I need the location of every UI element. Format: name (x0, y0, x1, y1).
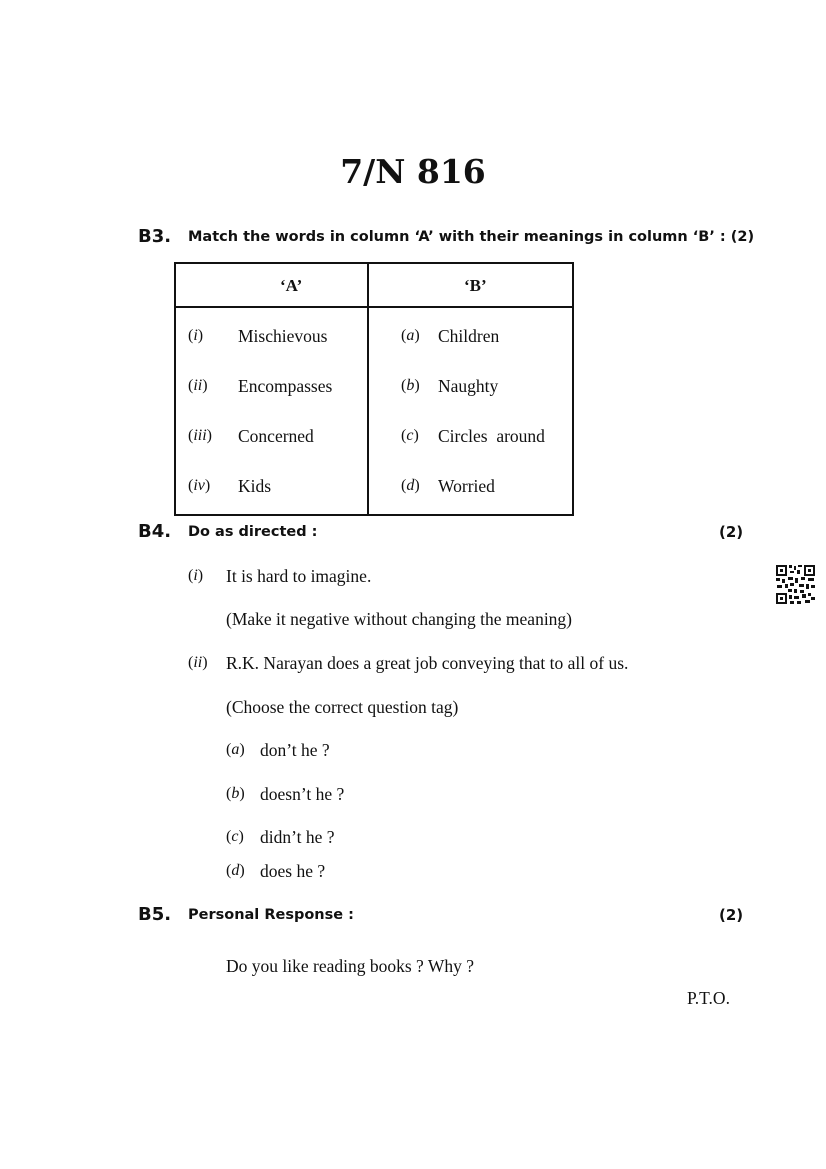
table-row: (d) (401, 477, 420, 494)
part-label-i: i (193, 567, 198, 584)
row-label: a (406, 327, 415, 344)
row-label: iv (193, 477, 205, 494)
option-label: (b) (226, 785, 245, 802)
column-a-word: Mischievous (238, 326, 328, 346)
option-label: (c) (226, 828, 244, 845)
table-header-divider (176, 306, 572, 308)
option-text-c: didn’t he ? (260, 827, 335, 847)
column-a-word: Concerned (238, 426, 314, 446)
table-row: (b) (401, 377, 420, 394)
question-text-b4: Do as directed : (188, 524, 318, 540)
option-text-b: doesn’t he ? (260, 784, 345, 804)
option-text-a: don’t he ? (260, 740, 330, 760)
row-label: b (406, 377, 415, 394)
column-b-word: Children (438, 326, 500, 346)
column-b-word: Naughty (438, 376, 499, 396)
part-label-ii: ii (193, 654, 203, 671)
question-text-b3: Match the words in column ‘A’ with their meanings in column ‘B’ : (2) (188, 229, 755, 245)
row-label: d (406, 477, 415, 494)
paper-code: 7/N 816 (340, 152, 486, 191)
table-row: (c) (401, 427, 419, 444)
table-column-divider (367, 264, 369, 514)
page-turn-over: P.T.O. (687, 988, 730, 1008)
row-label: i (193, 327, 198, 344)
table-row: (i) (188, 327, 204, 344)
instruction-i: (Make it negative without changing the meaning) (226, 609, 573, 629)
column-b-word: Circles around (438, 426, 545, 446)
option-text-d: does he ? (260, 861, 326, 881)
marks-b4: (2) (719, 523, 744, 541)
qr-code-icon (775, 564, 816, 605)
column-a-header: ‘A’ (280, 276, 303, 295)
sentence-i: It is hard to imagine. (226, 566, 372, 586)
table-row: (iv) (188, 477, 211, 494)
option-label: (a) (226, 741, 245, 758)
marks-b5: (2) (719, 906, 744, 924)
part-label: (ii) (188, 654, 208, 671)
table-row: (iii) (188, 427, 212, 444)
option-label: (d) (226, 862, 245, 879)
match-table (174, 262, 574, 516)
table-row: (a) (401, 327, 420, 344)
column-a-word: Kids (238, 476, 272, 496)
instruction-ii: (Choose the correct question tag) (226, 697, 459, 717)
sentence-ii: R.K. Narayan does a great job conveying that to all of us. (226, 653, 629, 673)
table-row: (ii) (188, 377, 208, 394)
column-a-word: Encompasses (238, 376, 333, 396)
row-label: ii (193, 377, 203, 394)
row-label: c (406, 427, 414, 444)
option-label-d: d (231, 862, 240, 879)
question-number-b5: B5. (138, 904, 172, 925)
column-b-word: Worried (438, 476, 495, 496)
question-text-b5: Personal Response : (188, 907, 354, 923)
prompt-b5: Do you like reading books ? Why ? (226, 956, 475, 976)
option-label-a: a (231, 741, 240, 758)
question-number-b4: B4. (138, 521, 172, 542)
column-b-header: ‘B’ (464, 276, 487, 295)
row-label: iii (193, 427, 207, 444)
option-label-b: b (231, 785, 240, 802)
question-number-b3: B3. (138, 226, 172, 247)
part-label: (i) (188, 567, 204, 584)
option-label-c: c (231, 828, 239, 845)
